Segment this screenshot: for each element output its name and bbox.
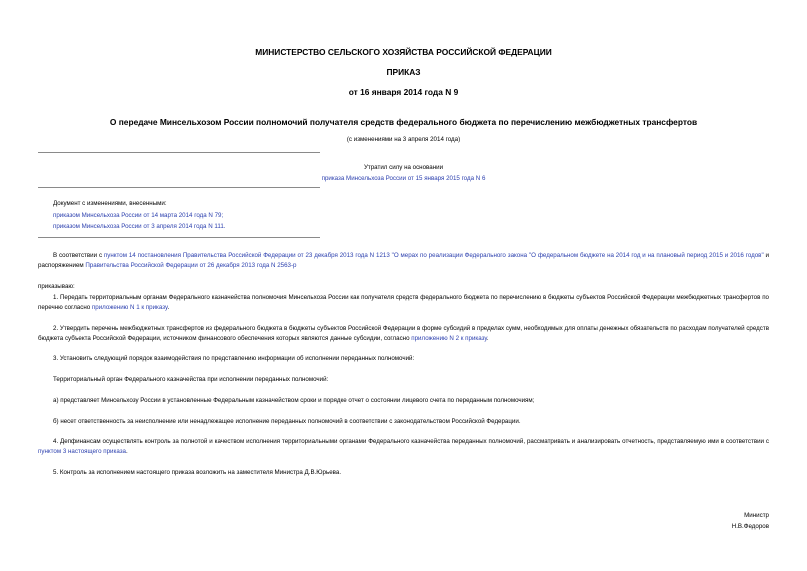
paragraph-3: 3. Установить следующий порядок взаимодействия по представлению информации об исполнении переданных полномочий: (53, 355, 415, 362)
amendments-label: Документ с изменениями, внесенными: (53, 200, 167, 207)
paragraph-1: 1. Передать территориальным органам Федерального казначейства полномочия Минсельхоза России как получателя средств федерального бюджета по перечислению в бюджеты субъектов Российской Федерации межбюджетных трансфертов по перечню согласно приложению N 1 к приказу. (38, 294, 769, 311)
repeal-link[interactable]: приказа Минсельхоза России от 15 января 2015 года N 6 (321, 175, 486, 182)
preamble: В соответствии с пунктом 14 постановления Правительства Российской Федерации от 23 декабря 2013 года N 1213 "О мерах по реализации Федерального закона "О федеральном бюджете на 2014 год и на плановый период 2015 и 2016 годов" и распоряжением Правительства Российской Федерации от 26 декабря 2013 года N 2563-р (38, 252, 769, 269)
signatory-position: Министр (744, 512, 769, 519)
point-3-link[interactable]: пунктом 3 настоящего приказа (38, 448, 126, 455)
paragraph-3-intro: Территориальный орган Федерального казначейства при исполнении переданных полномочий: (53, 376, 329, 383)
divider (38, 152, 320, 153)
order-word: приказываю: (38, 283, 75, 290)
divider (38, 187, 320, 188)
preamble-link-2[interactable]: Правительства Российской Федерации от 26 декабря 2013 года N 2563-р (85, 262, 297, 269)
preamble-link-1[interactable]: пунктом 14 постановления Правительства Российской Федерации от 23 декабря 2013 года N 1213 "О мерах по реализации Федерального закона "О федеральном бюджете на 2014 год и на плановый период 2015 и 2016 годов" (103, 252, 764, 259)
document-type: ПРИКАЗ (386, 67, 421, 77)
amendment-link-2[interactable]: приказом Минсельхоза России от 3 апреля 2014 года N 111. (53, 223, 226, 230)
ministry-heading: МИНИСТЕРСТВО СЕЛЬСКОГО ХОЗЯЙСТВА РОССИЙСКОЙ ФЕДЕРАЦИИ (255, 47, 552, 57)
document-title: О передаче Минсельхозом России полномочий получателя средств федерального бюджета по перечислению межбюджетных трансфертов (109, 117, 698, 127)
document-date-number: от 16 января 2014 года N 9 (348, 87, 459, 97)
paragraph-2: 2. Утвердить перечень межбюджетных трансфертов из федерального бюджета в бюджеты субъектов Российской Федерации в форме субсидий в пределах сумм, необходимых для оплаты денежных обязательств по расходам получателей средств бюджета субъекта Российской Федерации, источником финансового обеспечения которых являются данные субсидии, согласно приложению N 2 к приказу. (38, 325, 769, 342)
appendix-2-link[interactable]: приложению N 2 к приказу (411, 335, 487, 342)
signatory-name: Н.В.Федоров (731, 523, 769, 530)
amendment-link-1[interactable]: приказом Минсельхоза России от 14 марта 2014 года N 79; (53, 212, 224, 219)
paragraph-4: 4. Депфинансам осуществлять контроль за полнотой и качеством исполнения территориальными органами Федерального казначейства переданных полномочий, рассматривать и анализировать отчетность, представляемую ими в соответствии с пунктом 3 настоящего приказа. (38, 438, 769, 455)
status-line: Утратил силу на основании (363, 164, 444, 171)
divider (38, 237, 320, 238)
paragraph-3b: б) несет ответственность за неисполнение или ненадлежащее исполнение переданных полномочий в соответствии с законодательством Российской Федерации. (53, 418, 521, 425)
appendix-1-link[interactable]: приложению N 1 к приказу (91, 304, 168, 311)
paragraph-3a: а) представляет Минсельхозу России в установленные Федеральным казначейством сроки и порядке отчет о состоянии лицевого счета по переданным полномочиям; (53, 397, 535, 404)
paragraph-5: 5. Контроль за исполнением настоящего приказа возложить на заместителя Министра Д.В.Юрьева. (53, 469, 342, 476)
changes-note: (с изменениями на 3 апреля 2014 года) (346, 136, 461, 143)
